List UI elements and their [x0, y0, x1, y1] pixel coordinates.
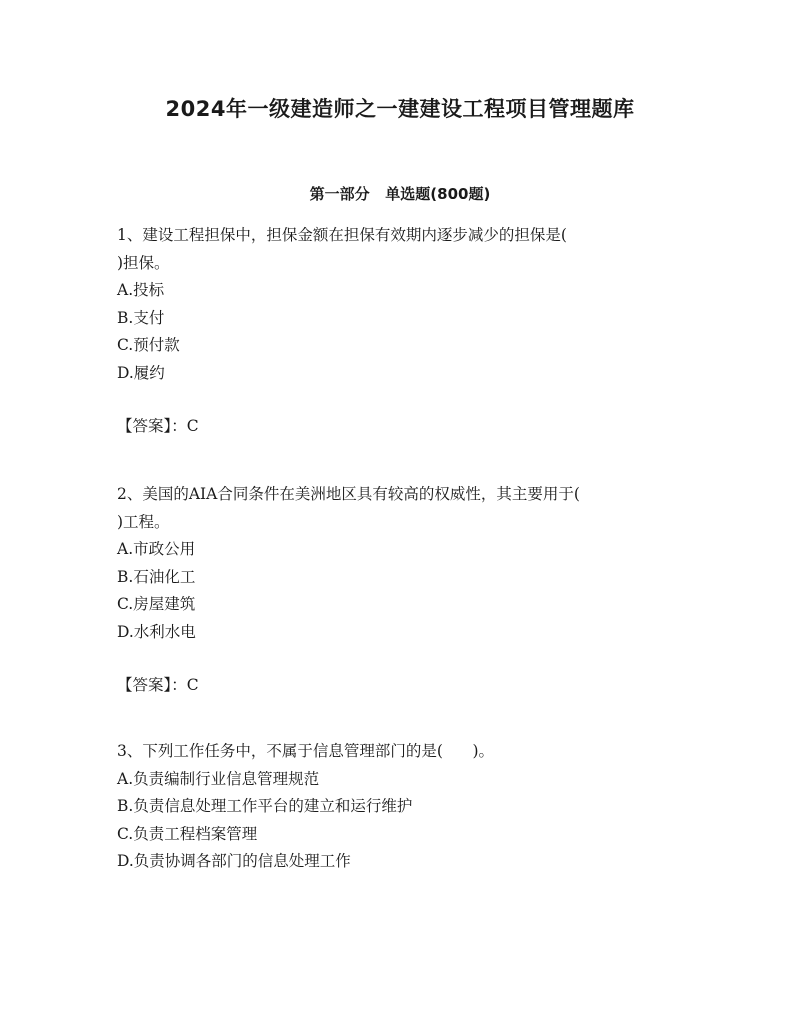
- question-stem-line: )担保。: [117, 253, 170, 272]
- option-c: C.负责工程档案管理: [117, 824, 258, 843]
- question-1: [117, 222, 677, 387]
- option-a: A.投标: [117, 281, 165, 299]
- question-stem-line: 1、建设工程担保中，担保金额在担保有效期内逐步减少的担保是(: [117, 226, 567, 244]
- document-title: 2024年一级建造师之一建建设工程项目管理题库: [165, 97, 635, 121]
- answer-1: 【答案】：C: [117, 417, 199, 435]
- option-a: A.市政公用: [117, 540, 196, 558]
- option-d: D.负责协调各部门的信息处理工作: [117, 852, 351, 870]
- option-a: A.负责编制行业信息管理规范: [117, 769, 320, 788]
- question-2: [117, 481, 677, 646]
- option-b: B.支付: [117, 308, 165, 327]
- question-3: [117, 738, 677, 876]
- option-d: D.履约: [117, 363, 165, 382]
- option-c: C.预付款: [117, 336, 180, 354]
- option-b: B.负责信息处理工作平台的建立和运行维护: [117, 797, 413, 815]
- option-d: D.水利水电: [117, 622, 196, 641]
- section-heading: 第一部分 单选题(800题): [309, 185, 491, 203]
- question-stem-line: )工程。: [117, 512, 170, 531]
- option-b: B.石油化工: [117, 567, 196, 586]
- answer-2: 【答案】：C: [117, 676, 199, 694]
- question-stem-line: 2、美国的AIA合同条件在美洲地区具有较高的权威性，其主要用于(: [117, 485, 580, 503]
- option-c: C.房屋建筑: [117, 595, 196, 613]
- question-stem-line: 3、下列工作任务中，不属于信息管理部门的是( )。: [117, 742, 495, 760]
